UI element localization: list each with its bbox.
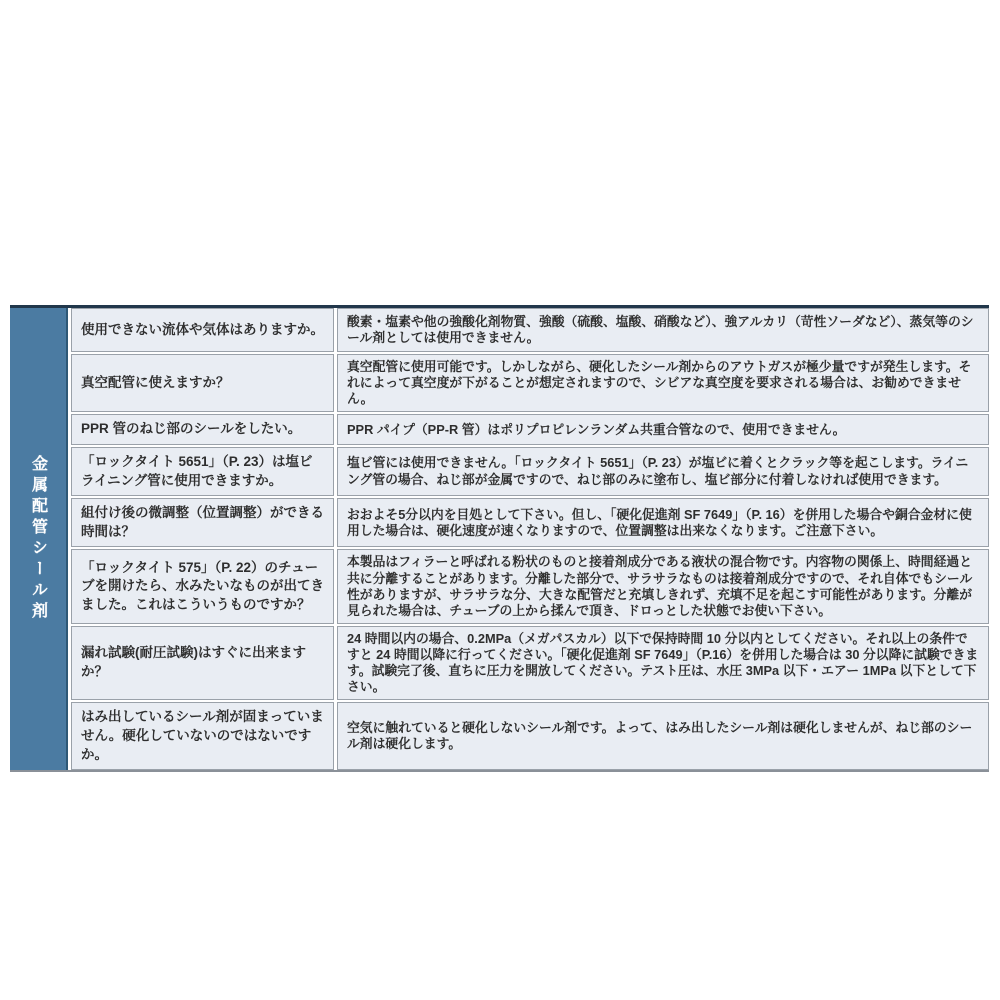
answer-cell: 空気に触れていると硬化しないシール剤です。よって、はみ出したシール剤は硬化しませんが、ねじ部のシール剤は硬化します。 [337, 702, 989, 770]
answer-cell: 本製品はフィラーと呼ばれる粉状のものと接着剤成分である液状の混合物です。内容物の関係上、時間経過と共に分離することがあります。分離した部分で、サラサラなものは接着剤成分ですので、それ自体でもシール性がありますが、サラサラな分、大きな配管だと充填しきれず、充填不足を起こす可能性があります。分離が見られた場合は、チューブの上から揉んで頂き、ドロっとした状態でお使い下さい。 [337, 549, 989, 623]
faq-row [71, 354, 989, 412]
question-cell: 組付け後の微調整（位置調整）ができる時間は？ [71, 498, 334, 547]
question-cell: 漏れ試験(耐圧試験)はすぐに出来ますか？ [71, 626, 334, 700]
answer-cell: 24 時間以内の場合、0.2MPa（メガパスカル）以下で保持時間 10 分以内としてください。それ以上の条件ですと 24 時間以降に行ってください。「硬化促進剤 SF 7649」（P.16）を併用した場合は 30 分以降に試験できます。試験完了後、直ちに圧力を開放してください。テスト圧は、水圧 3MPa 以下・エアー 1MPa 以下として下さい。 [337, 626, 989, 700]
answer-cell: おおよそ5分以内を目処として下さい。但し、「硬化促進剤 SF 7649」（P. 16）を併用した場合や銅合金材に使用した場合は、硬化速度が速くなりますので、位置調整は出来なくなります。ご注意下さい。 [337, 498, 989, 547]
faq-row [71, 447, 989, 496]
question-cell: 「ロックタイト 5651」（P. 23）は塩ビライニング管に使用できますか。 [71, 447, 334, 496]
answer-cell: 塩ビ管には使用できません。「ロックタイト 5651」（P. 23）が塩ビに着くとクラック等を起こします。ライニング管の場合、ねじ部が金属ですので、ねじ部のみに塗布し、塩ビ部分に付着しなければ使用できます。 [337, 447, 989, 496]
faq-row [71, 702, 989, 770]
faq-table [10, 305, 989, 772]
answer-cell: 真空配管に使用可能です。しかしながら、硬化したシール剤からのアウトガスが極少量ですが発生します。それによって真空度が下がることが想定されますので、シビアな真空度を要求される場合は、お勧めできません。 [337, 354, 989, 412]
question-cell: 「ロックタイト 575」（P. 22）のチューブを開けたら、水みたいなものが出てきました。これはこういうものですか？ [71, 549, 334, 623]
question-cell: はみ出しているシール剤が固まっていません。硬化していないのではないですか。 [71, 702, 334, 770]
category-label: 金属配管シール剤 [29, 455, 47, 624]
answer-cell: PPR パイプ（PP-R 管）はポリプロピレンランダム共重合管なので、使用できません。 [337, 414, 989, 445]
category-sidebar [10, 308, 68, 770]
question-cell: 真空配管に使えますか？ [71, 354, 334, 412]
faq-row [71, 308, 989, 352]
faq-row [71, 498, 989, 547]
faq-row [71, 549, 989, 623]
faq-row [71, 626, 989, 700]
question-cell: PPR 管のねじ部のシールをしたい。 [71, 414, 334, 445]
faq-row [71, 414, 989, 445]
question-cell: 使用できない流体や気体はありますか。 [71, 308, 334, 352]
faq-rows [68, 308, 989, 770]
answer-cell: 酸素・塩素や他の強酸化剤物質、強酸（硫酸、塩酸、硝酸など）、強アルカリ（苛性ソーダなど）、蒸気等のシール剤としては使用できません。 [337, 308, 989, 352]
